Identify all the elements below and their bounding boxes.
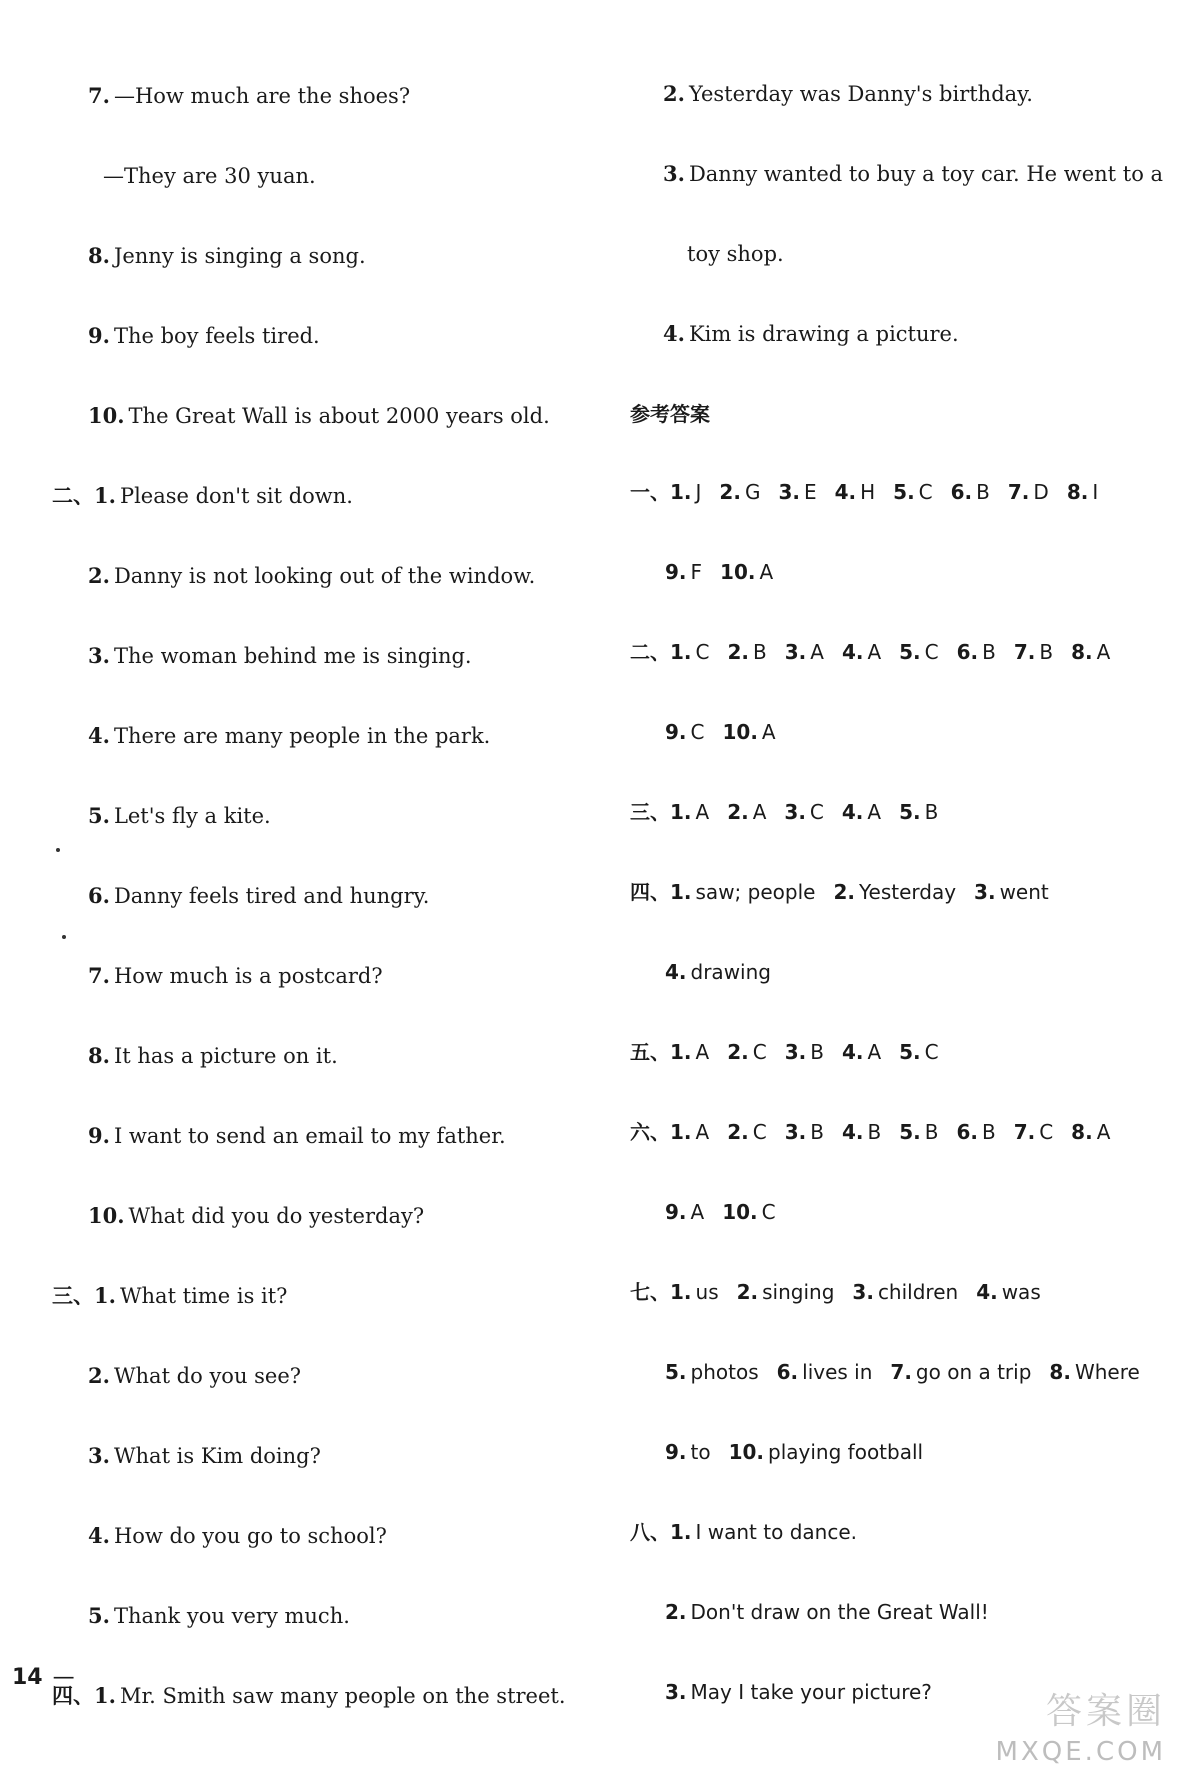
answer-pair [785, 640, 824, 664]
answer-value: B [867, 1120, 882, 1144]
answer-pair [951, 480, 990, 504]
answer-line [52, 1682, 566, 1710]
item-text: Yesterday was Danny's birthday. [688, 82, 1033, 106]
answer-pair [727, 1120, 766, 1144]
answer-number: 9. [665, 1440, 687, 1464]
answer-pair [720, 560, 773, 584]
answer-number: 5. [899, 1040, 921, 1064]
answer-pair [890, 1360, 1031, 1384]
item-text: The Great Wall is about 2000 years old. [128, 404, 550, 428]
answer-pair [722, 1200, 775, 1224]
answer-pair [727, 640, 766, 664]
answer-line [88, 562, 535, 590]
answer-number: 六、1. [630, 1120, 692, 1144]
answer-pair [957, 640, 996, 664]
item-text: What did you do yesterday? [128, 1204, 425, 1228]
answer-value: B [976, 480, 990, 504]
answer-number: 3. [784, 1120, 807, 1144]
answer-number: 2. [736, 1280, 759, 1304]
item-number: 9. [88, 323, 110, 348]
item-number: 9. [88, 1123, 110, 1148]
answer-pair [1008, 480, 1049, 504]
item-number: 2. [663, 81, 685, 106]
answer-number: 3. [852, 1280, 874, 1304]
item-text: Danny feels tired and hungry. [113, 884, 430, 908]
item-text: There are many people in the park. [113, 724, 491, 748]
answer-pair [842, 640, 881, 664]
answer-pair [842, 1120, 881, 1144]
item-text: —They are 30 yuan. [103, 164, 316, 188]
answer-key-row [630, 1118, 1128, 1146]
answer-value: drawing [690, 960, 771, 984]
answer-line [88, 1122, 506, 1150]
answer-key-row [630, 478, 1116, 506]
answer-number: 2. [727, 1040, 749, 1064]
answer-line [663, 320, 959, 348]
answer-pair [1014, 640, 1053, 664]
answer-line [88, 1362, 301, 1390]
watermark-text: MXQE.COM [995, 1737, 1166, 1767]
answer-value: A [695, 800, 710, 824]
answer-number: 7. [890, 1360, 912, 1384]
answer-number: 2. [727, 800, 749, 824]
answer-line [663, 160, 1163, 188]
answer-value: E [803, 480, 817, 504]
answer-value: singing [762, 1280, 835, 1304]
item-number: 3. [88, 643, 110, 668]
answer-value: go on a trip [915, 1360, 1032, 1384]
answer-value: C [918, 480, 933, 504]
item-text: What do you see? [113, 1364, 302, 1388]
answer-number: 一、1. [630, 480, 692, 504]
answer-pair [976, 1280, 1041, 1304]
answer-pair [842, 1040, 881, 1064]
answer-value: C [695, 640, 710, 664]
answer-pair [727, 1040, 766, 1064]
answer-pair [630, 800, 709, 824]
item-number: 5. [88, 803, 110, 828]
answer-value: C [752, 1120, 767, 1144]
answer-pair [727, 800, 766, 824]
answer-number: 5. [899, 800, 921, 824]
answer-pair [1071, 640, 1110, 664]
answer-value: C [690, 720, 705, 744]
answer-value: us [695, 1280, 719, 1304]
answer-value: A [867, 800, 882, 824]
answer-value: B [982, 640, 996, 664]
answer-value: A [810, 640, 824, 664]
answer-number: 4. [834, 480, 857, 504]
answer-number: 9. [665, 1200, 687, 1224]
answer-pair [835, 480, 876, 504]
item-text: What time is it? [119, 1284, 288, 1308]
answer-number: 10. [722, 1200, 758, 1224]
answer-value: G [744, 480, 761, 504]
answer-pair [630, 640, 709, 664]
answer-key-row [665, 1678, 950, 1706]
answer-pair [722, 720, 775, 744]
item-number: 7. [88, 83, 110, 108]
answer-value: A [695, 1040, 710, 1064]
answer-value: lives in [802, 1360, 873, 1384]
answer-pair [737, 1280, 835, 1304]
answer-value: J [695, 480, 702, 504]
answer-key-row [630, 1518, 875, 1546]
answer-key-row [665, 1598, 1007, 1626]
answer-pair [665, 720, 704, 744]
answer-value: I want to dance. [695, 1520, 857, 1544]
answer-value: C [752, 1040, 767, 1064]
answer-value: C [1039, 1120, 1054, 1144]
answer-number: 四、1. [630, 880, 692, 904]
answer-number: 4. [976, 1280, 998, 1304]
answer-pair [719, 480, 760, 504]
answer-pair [630, 880, 815, 904]
answer-value: B [924, 1120, 939, 1144]
answer-number: 5. [665, 1360, 687, 1384]
answer-value: A [759, 560, 774, 584]
answer-key-row [630, 798, 956, 826]
watermark-logo-icon: 答案圈 [1045, 1691, 1166, 1732]
answer-value: B [810, 1040, 824, 1064]
answer-pair [785, 1040, 824, 1064]
answer-value: A [1096, 640, 1111, 664]
answer-value: C [761, 1200, 776, 1224]
answer-value: B [753, 640, 767, 664]
answer-key-row [630, 878, 1067, 906]
answer-line [88, 1042, 338, 1070]
answer-key-row [630, 1278, 1059, 1306]
page-number-text: 14 [12, 1665, 43, 1690]
item-text: How much is a postcard? [113, 964, 383, 988]
answer-key-row [665, 958, 789, 986]
answer-value: A [690, 1200, 705, 1224]
answer-number: 5. [899, 1120, 921, 1144]
answer-pair [852, 1280, 958, 1304]
answer-pair [1049, 1360, 1139, 1384]
answer-pair [729, 1440, 924, 1464]
item-number: 四、1. [52, 1683, 116, 1708]
answer-number: 10. [722, 720, 758, 744]
item-text: Please don't sit down. [119, 484, 353, 508]
speck-mark [56, 848, 60, 852]
answer-number: 8. [1071, 1120, 1093, 1144]
answer-number: 2. [833, 880, 855, 904]
item-text: How do you go to school? [113, 1524, 387, 1548]
answer-line [88, 722, 490, 750]
item-number: 3. [663, 161, 685, 186]
answer-value: I [1092, 480, 1099, 504]
answer-line [88, 882, 429, 910]
answer-line [88, 962, 383, 990]
answer-number: 3. [974, 880, 996, 904]
answer-line [88, 1202, 424, 1230]
answer-key-row [630, 1038, 957, 1066]
answer-number: 五、1. [630, 1040, 692, 1064]
answer-key-row [665, 558, 791, 586]
answer-number: 七、1. [630, 1280, 692, 1304]
answer-line [52, 482, 353, 510]
answer-pair [1067, 480, 1098, 504]
answer-pair [899, 640, 938, 664]
item-text: Thank you very much. [113, 1604, 350, 1628]
answer-value: C [924, 1040, 939, 1064]
answer-pair [899, 1040, 938, 1064]
answer-number: 4. [841, 1040, 864, 1064]
answer-line [663, 80, 1033, 108]
answer-number: 4. [841, 800, 864, 824]
answer-value: A [1096, 1120, 1111, 1144]
answer-number: 7. [1013, 1120, 1036, 1144]
answer-pair [899, 1120, 938, 1144]
item-text: The boy feels tired. [113, 324, 320, 348]
speck-mark [62, 935, 66, 939]
page-number-dash: — [52, 1665, 75, 1690]
answer-number: 10. [728, 1440, 765, 1464]
answer-line [687, 240, 784, 268]
answer-line [103, 162, 316, 190]
answer-line [88, 802, 271, 830]
answer-number: 8. [1071, 640, 1093, 664]
answer-line [52, 1282, 287, 1310]
answer-number: 3. [784, 1040, 807, 1064]
item-number: 5. [88, 1603, 110, 1628]
answer-number: 4. [841, 640, 864, 664]
answer-number: 9. [665, 560, 687, 584]
answer-number: 2. [727, 640, 749, 664]
answer-number: 3. [665, 1680, 687, 1704]
answer-number: 10. [720, 560, 756, 584]
item-number: 4. [88, 1523, 110, 1548]
item-text: Danny wanted to buy a toy car. He went to a [688, 162, 1164, 186]
answer-pair [665, 1600, 989, 1624]
item-number: 3. [88, 1443, 110, 1468]
answer-number: 6. [956, 640, 979, 664]
answer-value: A [867, 1040, 882, 1064]
answer-number: 5. [893, 480, 915, 504]
answer-pair [785, 1120, 824, 1144]
item-number: 10. [88, 1203, 125, 1228]
answer-pair [777, 1360, 873, 1384]
answer-key-row [665, 1438, 941, 1466]
answer-number: 二、1. [630, 640, 692, 664]
answer-pair [899, 800, 938, 824]
answer-number: 3. [784, 640, 807, 664]
answer-line [88, 1602, 350, 1630]
answer-pair [665, 960, 771, 984]
answer-value: Yesterday [858, 880, 957, 904]
answer-line [88, 82, 410, 110]
item-number: 6. [88, 883, 110, 908]
answer-value: H [860, 480, 876, 504]
answer-value: children [877, 1280, 959, 1304]
answer-value: A [761, 720, 776, 744]
item-text: Let's fly a kite. [113, 804, 271, 828]
answer-pair [630, 480, 701, 504]
answer-pair [784, 800, 823, 824]
answer-number: 6. [776, 1360, 799, 1384]
answer-number: 7. [1007, 480, 1030, 504]
answer-line [88, 1522, 387, 1550]
answer-pair [630, 1280, 719, 1304]
answer-line [88, 402, 550, 430]
item-number: 4. [663, 321, 685, 346]
answer-pair [778, 480, 816, 504]
answer-line [88, 1442, 321, 1470]
answer-line [88, 322, 320, 350]
answer-pair [1014, 1120, 1053, 1144]
answer-number: 三、1. [630, 800, 692, 824]
answer-number: 5. [899, 640, 921, 664]
answer-value: A [752, 800, 767, 824]
answer-pair [630, 1040, 709, 1064]
item-number: 二、1. [52, 483, 116, 508]
item-number: 2. [88, 1363, 110, 1388]
answer-pair [833, 880, 956, 904]
item-text: Kim is drawing a picture. [688, 322, 959, 346]
answer-value: A [695, 1120, 710, 1144]
answer-pair [665, 560, 702, 584]
answer-number: 8. [1066, 480, 1089, 504]
answer-number: 7. [1013, 640, 1036, 664]
answer-pair [1071, 1120, 1110, 1144]
answer-pair [630, 1120, 709, 1144]
answer-pair [956, 1120, 995, 1144]
item-number: 4. [88, 723, 110, 748]
answer-number: 3. [778, 480, 800, 504]
item-number: 8. [88, 1043, 110, 1068]
answer-number: 4. [665, 960, 687, 984]
answer-value: C [924, 640, 939, 664]
answer-value: photos [690, 1360, 759, 1384]
answer-value: B [924, 800, 939, 824]
answer-pair [974, 880, 1049, 904]
answer-number: 2. [727, 1120, 749, 1144]
answer-value: was [1001, 1280, 1041, 1304]
answer-pair [665, 1680, 932, 1704]
answer-value: B [981, 1120, 996, 1144]
answer-pair [665, 1200, 704, 1224]
item-text: toy shop. [687, 242, 784, 266]
item-number: 2. [88, 563, 110, 588]
answer-line [88, 642, 472, 670]
item-text: It has a picture on it. [113, 1044, 338, 1068]
answer-value: went [999, 880, 1049, 904]
answer-value: B [1039, 640, 1054, 664]
answer-pair [842, 800, 881, 824]
answer-pair [665, 1360, 759, 1384]
answer-value: Don't draw on the Great Wall! [690, 1600, 989, 1624]
answer-value: B [810, 1120, 824, 1144]
item-text: —How much are the shoes? [113, 84, 411, 108]
answer-value: C [809, 800, 824, 824]
answer-number: 八、1. [630, 1520, 692, 1544]
answer-value: saw; people [695, 880, 816, 904]
answer-line [88, 242, 366, 270]
answer-value: to [690, 1440, 711, 1464]
item-text: I want to send an email to my father. [113, 1124, 506, 1148]
answer-pair [893, 480, 932, 504]
answer-pair [665, 1440, 711, 1464]
page-number [12, 1665, 75, 1690]
item-text: Mr. Smith saw many people on the street. [119, 1684, 566, 1708]
item-text: Jenny is singing a song. [113, 244, 366, 268]
item-number: 三、1. [52, 1283, 116, 1308]
answer-key-row [665, 718, 794, 746]
item-number: 10. [88, 403, 125, 428]
answers-heading: 参考答案 [630, 402, 710, 426]
item-number: 7. [88, 963, 110, 988]
answer-value: playing football [768, 1440, 924, 1464]
item-text: Danny is not looking out of the window. [113, 564, 536, 588]
answer-number: 4. [841, 1120, 864, 1144]
answer-number: 9. [665, 720, 687, 744]
item-text: What is Kim doing? [113, 1444, 321, 1468]
answer-value: A [867, 640, 882, 664]
answer-value: Where [1074, 1360, 1140, 1384]
answer-key-row [665, 1198, 794, 1226]
answer-number: 2. [719, 480, 741, 504]
answer-number: 8. [1049, 1360, 1071, 1384]
answer-number: 6. [956, 1120, 978, 1144]
answer-key-row [665, 1358, 1158, 1386]
item-text: The woman behind me is singing. [113, 644, 472, 668]
answer-number: 6. [950, 480, 973, 504]
answer-pair [630, 1520, 857, 1544]
answer-value: D [1033, 480, 1049, 504]
watermark [926, 1692, 1166, 1784]
answer-value: F [690, 560, 703, 584]
item-number: 8. [88, 243, 110, 268]
answer-key-row [630, 638, 1128, 666]
answer-value: May I take your picture? [690, 1680, 932, 1704]
answer-number: 2. [665, 1600, 687, 1624]
answer-number: 3. [784, 800, 806, 824]
